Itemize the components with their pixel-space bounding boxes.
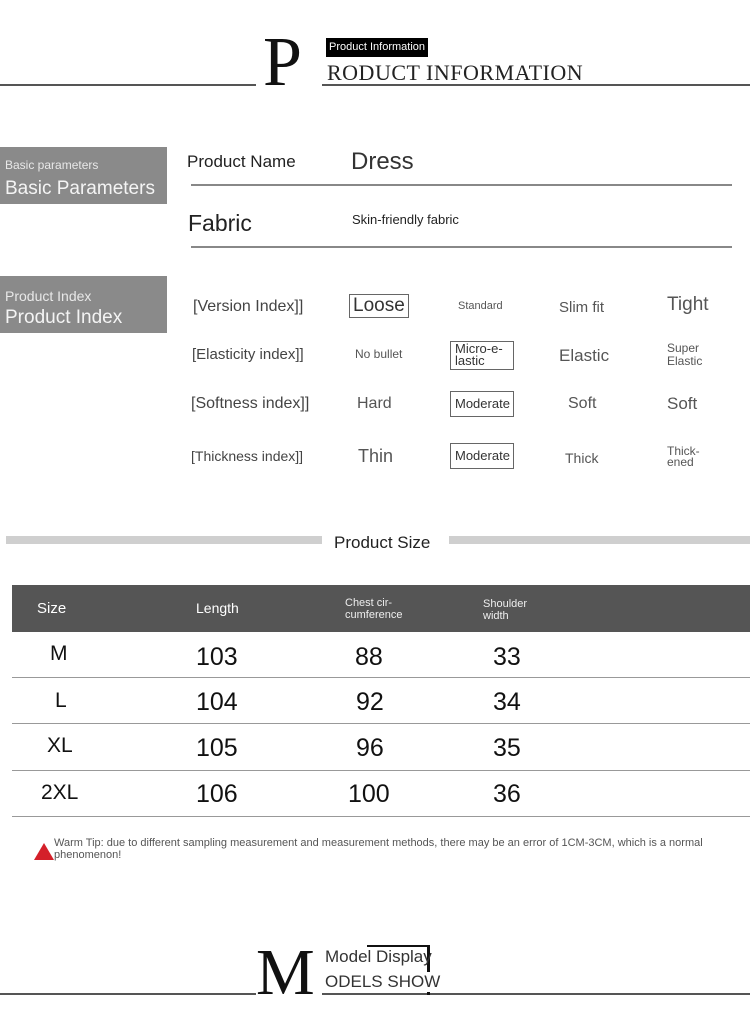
product-index-tag-large: Product Index — [5, 307, 123, 328]
version-option-loose: Loose — [349, 294, 409, 318]
size-cell: M — [50, 642, 68, 665]
elasticity-option-super-elastic — [667, 342, 702, 367]
models-initial-letter: M — [256, 936, 315, 1009]
softness-option-soft: Soft — [568, 395, 597, 412]
product-index-tag — [0, 276, 167, 333]
models-divider-left — [0, 993, 256, 995]
thickness-option-thickened — [667, 446, 700, 469]
length-cell: 105 — [196, 734, 238, 762]
col-chest-line1: Chest cir- — [345, 597, 393, 609]
shoulder-cell: 36 — [493, 780, 521, 808]
product-name-label: Product Name — [187, 152, 296, 171]
length-cell: 104 — [196, 688, 238, 716]
softness-option-soft-2: Soft — [667, 394, 698, 413]
product-name-value: Dress — [351, 148, 414, 175]
elasticity-option-micro-elastic-line2: lastic — [455, 353, 485, 369]
elasticity-option-super-elastic-line2: Elastic — [667, 353, 703, 368]
chest-cell: 100 — [348, 780, 390, 808]
size-cell: L — [55, 689, 67, 712]
table-row-divider — [12, 770, 750, 771]
softness-index-label: [Softness index]] — [191, 395, 310, 412]
elasticity-option-micro-elastic-line1: Micro-e- — [455, 341, 503, 356]
basic-parameters-tag-large: Basic Parameters — [5, 178, 155, 199]
elasticity-option-elastic: Elastic — [559, 346, 610, 365]
chest-cell: 96 — [356, 734, 384, 762]
basic-parameters-tag-small: Basic parameters — [5, 158, 99, 172]
elasticity-index-label: [Elasticity index]] — [192, 346, 304, 363]
version-index-label: [Version Index]] — [193, 298, 304, 315]
header-divider-left — [0, 84, 256, 86]
size-title-bar-right — [449, 536, 750, 544]
table-row-divider — [12, 723, 750, 724]
table-row-divider — [12, 677, 750, 678]
thickness-index-label: [Thickness index]] — [191, 448, 304, 464]
size-title: Product Size — [334, 533, 431, 552]
softness-option-hard: Hard — [357, 395, 392, 412]
product-name-divider — [191, 184, 732, 186]
fabric-divider — [191, 246, 732, 248]
elasticity-option-micro-elastic — [450, 341, 514, 370]
fabric-value: Skin-friendly fabric — [352, 212, 459, 227]
col-length: Length — [196, 600, 239, 616]
thickness-option-moderate: Moderate — [450, 443, 514, 469]
thickness-option-thin: Thin — [358, 446, 394, 466]
chest-cell: 92 — [356, 688, 384, 716]
shoulder-cell: 35 — [493, 734, 521, 762]
warning-triangle-icon — [34, 843, 54, 860]
version-option-slim-fit: Slim fit — [559, 299, 604, 316]
models-subtitle: ODELS SHOW — [325, 972, 441, 991]
shoulder-cell: 34 — [493, 688, 521, 716]
col-size: Size — [37, 600, 67, 617]
length-cell: 106 — [196, 780, 238, 808]
warm-tip-text: Warm Tip: due to different sampling measurement and measurement methods, there may be an error of 1CM-3CM, which is a normal phenomenon! — [54, 837, 703, 861]
version-option-tight: Tight — [667, 294, 709, 315]
table-row-divider — [12, 816, 750, 817]
product-index-tag-small: Product Index — [5, 288, 92, 304]
size-cell: 2XL — [41, 781, 79, 804]
size-cell: XL — [47, 734, 73, 757]
header-title: RODUCT INFORMATION — [327, 60, 584, 85]
size-table-header — [12, 585, 750, 632]
shoulder-cell: 33 — [493, 643, 521, 671]
models-title: Model Display — [325, 947, 432, 966]
col-shoulder-line2: width — [483, 609, 509, 622]
header-badge: Product Information — [326, 38, 428, 57]
version-option-standard: Standard — [458, 300, 503, 312]
elasticity-option-super-elastic-line1: Super — [667, 341, 700, 355]
length-cell: 103 — [196, 643, 238, 671]
col-shoulder — [483, 599, 527, 622]
col-chest — [345, 598, 402, 621]
softness-option-moderate: Moderate — [450, 391, 514, 417]
thickness-option-thick: Thick — [565, 450, 599, 466]
thickness-option-thickened-line1: Thick- — [667, 444, 700, 458]
col-chest-line2: cumference — [345, 608, 403, 621]
elasticity-option-no-bullet: No bullet — [355, 347, 403, 361]
size-title-bar-left — [6, 536, 322, 544]
fabric-label: Fabric — [188, 210, 252, 236]
col-shoulder-line1: Shoulder — [483, 598, 528, 610]
header-initial-letter: P — [263, 24, 302, 101]
basic-parameters-tag — [0, 147, 167, 204]
thickness-option-thickened-line2: ened — [667, 455, 694, 470]
chest-cell: 88 — [355, 643, 383, 671]
